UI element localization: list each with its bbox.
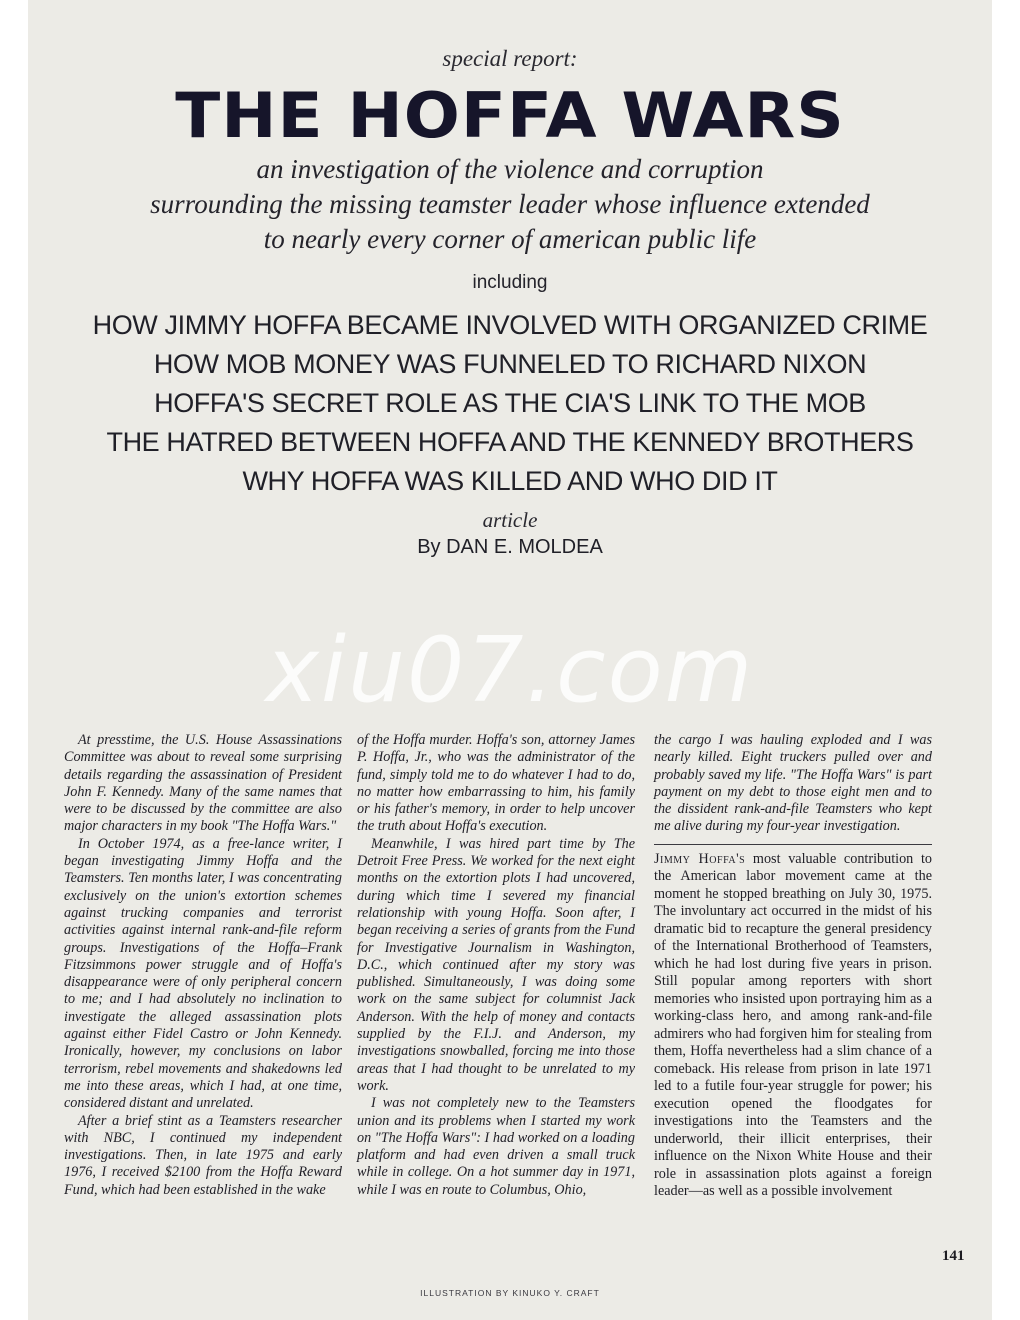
illustration-credit: ILLUSTRATION BY KINUKO Y. CRAFT — [420, 1288, 600, 1298]
body-paragraph: of the Hoffa murder. Hoffa's son, attorney James P. Hoffa, Jr., who was the administrator of the fund, simply told me to do whatever I had to do, no matter how embarrassing to him, his family or his father's memory, in order to help uncover the truth about Hoffa's execution. — [357, 732, 635, 835]
page-title: THE HOFFA WARS — [175, 78, 845, 153]
highlight-item: HOW MOB MONEY WAS FUNNELED TO RICHARD NIXON — [153, 349, 867, 379]
body-paragraph: After a brief stint as a Teamsters researcher with NBC, I continued my independent investigations. Then, in late 1975 and early 1976, I received $2100 from the Hoffa Reward Fund, which had been established in the wake — [64, 1112, 342, 1198]
body-column-3 — [654, 732, 932, 1201]
page-number: 141 — [942, 1248, 965, 1264]
subheadline-line: to nearly every corner of american public life — [263, 224, 757, 254]
body-paragraph: In October 1974, as a free-lance writer, I began investigating Jimmy Hoffa and the Teamsters. Ten months later, I was concentrating exclusively on the union's extortion schemes against trucking companies and terrorist activities against internal rank-and-file reform groups. Investigations of the Hoffa–Frank Fitzsimmons power struggle and of Hoffa's disappearance were of only peripheral concern to me; and I had absolutely no inclination to investigate the alleged assassination plots against either Fidel Castro or John Kennedy. Ironically, however, my conclusions on labor terrorism, rebel movements and shakedowns led me into these areas, which I had, at one time, considered distant and unrelated. — [64, 835, 342, 1112]
body-column-1 — [64, 732, 342, 1199]
highlight-item: WHY HOFFA WAS KILLED AND WHO DID IT — [242, 466, 778, 496]
highlight-item: HOW JIMMY HOFFA BECAME INVOLVED WITH ORGANIZED CRIME — [92, 310, 928, 340]
byline: By DAN E. MOLDEA — [417, 536, 603, 558]
body-column-2 — [357, 732, 635, 1199]
watermark: xiu07.com — [265, 618, 755, 723]
subheadline-line: surrounding the missing teamster leader whose influence extended — [150, 189, 870, 219]
subheadline — [0, 152, 1020, 257]
body-paragraph: the cargo I was hauling exploded and I was nearly killed. Eight truckers pulled over and probably saved my life. "The Hoffa Wars" is part payment on my debt to those eight men and to the dissident rank-and-file Teamsters who kept me alive during my four-year investigation. — [654, 732, 932, 835]
body-paragraph — [654, 851, 932, 1201]
highlight-item: THE HATRED BETWEEN HOFFA AND THE KENNEDY BROTHERS — [106, 427, 914, 457]
including-label: including — [472, 272, 548, 293]
lead-in: Jimmy Hoffa's — [654, 850, 746, 867]
article-label: article — [482, 508, 538, 532]
highlight-item: HOFFA'S SECRET ROLE AS THE CIA'S LINK TO THE MOB — [154, 388, 866, 418]
body-paragraph: I was not completely new to the Teamsters union and its problems when I started my work on "The Hoffa Wars": I had worked on a loading platform and had even driven a small truck while in college. On a hot summer day in 1971, while I was en route to Columbus, Ohio, — [357, 1095, 635, 1198]
body-paragraph: At presstime, the U.S. House Assassinations Committee was about to reveal some surprising details regarding the assassination of President John F. Kennedy. Many of the same names that were to be discussed by the committee are also major characters in my book "The Hoffa Wars." — [64, 732, 342, 835]
section-divider — [654, 844, 932, 845]
kicker: special report: — [442, 46, 578, 71]
subheadline-line: an investigation of the violence and corruption — [256, 154, 764, 184]
body-paragraph: Meanwhile, I was hired part time by The Detroit Free Press. We worked for the next eight months on the extortion plots I had uncovered, during which time I severed my financial relationship with young Hoffa. Soon after, I began receiving a series of grants from the Fund for Investigative Journalism in Washington, D.C., which continued after my story was published. Simultaneously, I was doing some work on the same subject for columnist Jack Anderson. With the help of money and contacts supplied by the F.I.J. and Anderson, my investigations snowballed, forcing me into those areas that I had thought to be unrelated to my work. — [357, 835, 635, 1094]
body-text: most valuable contribution to the American labor movement came at the moment he stopped breathing on July 30, 1975. The involuntary act occurred in the midst of his dramatic bid to recapture the general presidency of the International Brotherhood of Teamsters, which he had lost during five years in prison. Still popular among reporters with short memories who insisted upon portraying him as a working-class hero, and among rank-and-file admirers who had forgiven him for stealing from them, Hoffa nevertheless had a slim chance of a comeback. His release from prison in late 1971 led to a futile four-year struggle for power; his execution opened the floodgates for investigations into the Teamsters and the underworld, their illicit enterprises, their influence on the Nixon White House and their role in assassination plots against a foreign leader—as well as a possible involvement — [654, 850, 932, 1200]
highlights-list — [0, 306, 1020, 501]
